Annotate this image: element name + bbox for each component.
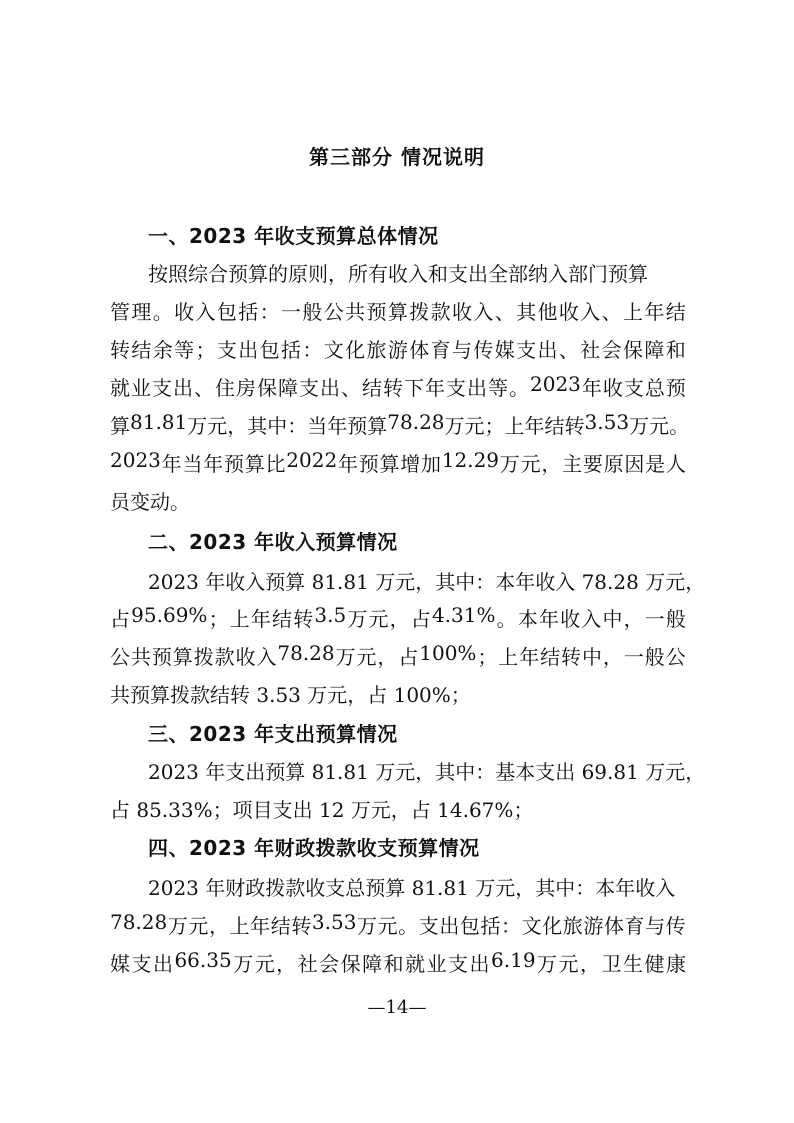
page-number: —14—	[367, 997, 427, 1018]
section-heading-2: 二、2023 年收入预算情况	[148, 530, 398, 554]
paragraph-line: 2023 年支出预算 81.81 万元，其中：基本支出 69.81 万元，	[148, 760, 706, 784]
paragraph-line: 员变动。	[110, 490, 190, 514]
paragraph-line: 78.28 万 元 ， 上 年 结 转 3.53 万 元 。 支 出 包 括 ： 文 化 旅 游 体 育 与 传	[110, 910, 686, 938]
paragraph-line: 2023 年财政拨款收支总预算 81.81 万元，其中：本年收入	[148, 876, 676, 900]
paragraph-line: 占 95.69% ； 上 年 结 转 3.5 万 元 ， 占 4.31% 。 本 年 收 入 中 ， 一 般	[110, 603, 686, 631]
paragraph-line: 管 理 。 收 入 包 括 ： 一 般 公 共 预 算 拨 款 收 入 、 其 他 收 入 、 上 年 结	[110, 300, 686, 324]
section-heading-1: 一、2023 年收支预算总体情况	[148, 224, 439, 248]
paragraph-line: 转 结 余 等 ； 支 出 包 括 ： 文 化 旅 游 体 育 与 传 媒 支 出 、 社 会 保 障 和	[110, 338, 686, 362]
section-heading-3: 三、2023 年支出预算情况	[148, 722, 398, 746]
paragraph-line: 占 85.33%；项目支出 12 万元，占 14.67%；	[110, 798, 534, 822]
page-title: 第三部分 情况说明	[309, 145, 485, 169]
paragraph-line: 共预算拨款结转 3.53 万元，占 100%；	[110, 683, 471, 707]
paragraph-line: 算 81.81 万 元 ， 其 中 ： 当 年 预 算 78.28 万 元 ； 上 年 结 转 3.53 万 元 。	[110, 410, 690, 438]
paragraph-line: 2023 年 当 年 预 算 比 2022 年 预 算 增 加 12.29 万 元 ， 主 要 原 因 是 人	[110, 448, 686, 476]
paragraph-line: 媒 支 出 66.35 万 元 ， 社 会 保 障 和 就 业 支 出 6.19 万 元 ， 卫 生 健 康	[110, 948, 686, 976]
paragraph-line: 就 业 支 出 、 住 房 保 障 支 出 、 结 转 下 年 支 出 等 。 2023 年 收 支 总 预	[110, 372, 686, 400]
section-heading-4: 四、2023 年财政拨款收支预算情况	[148, 836, 480, 860]
paragraph-line: 公 共 预 算 拨 款 收 入 78.28 万 元 ， 占 100% ； 上 年 结 转 中 ， 一 般 公	[110, 641, 686, 669]
paragraph-line: 按照综合预算的原则，所有收入和支出全部纳入部门预算	[148, 262, 648, 286]
paragraph-line: 2023 年收入预算 81.81 万元，其中：本年收入 78.28 万元，	[148, 570, 706, 594]
